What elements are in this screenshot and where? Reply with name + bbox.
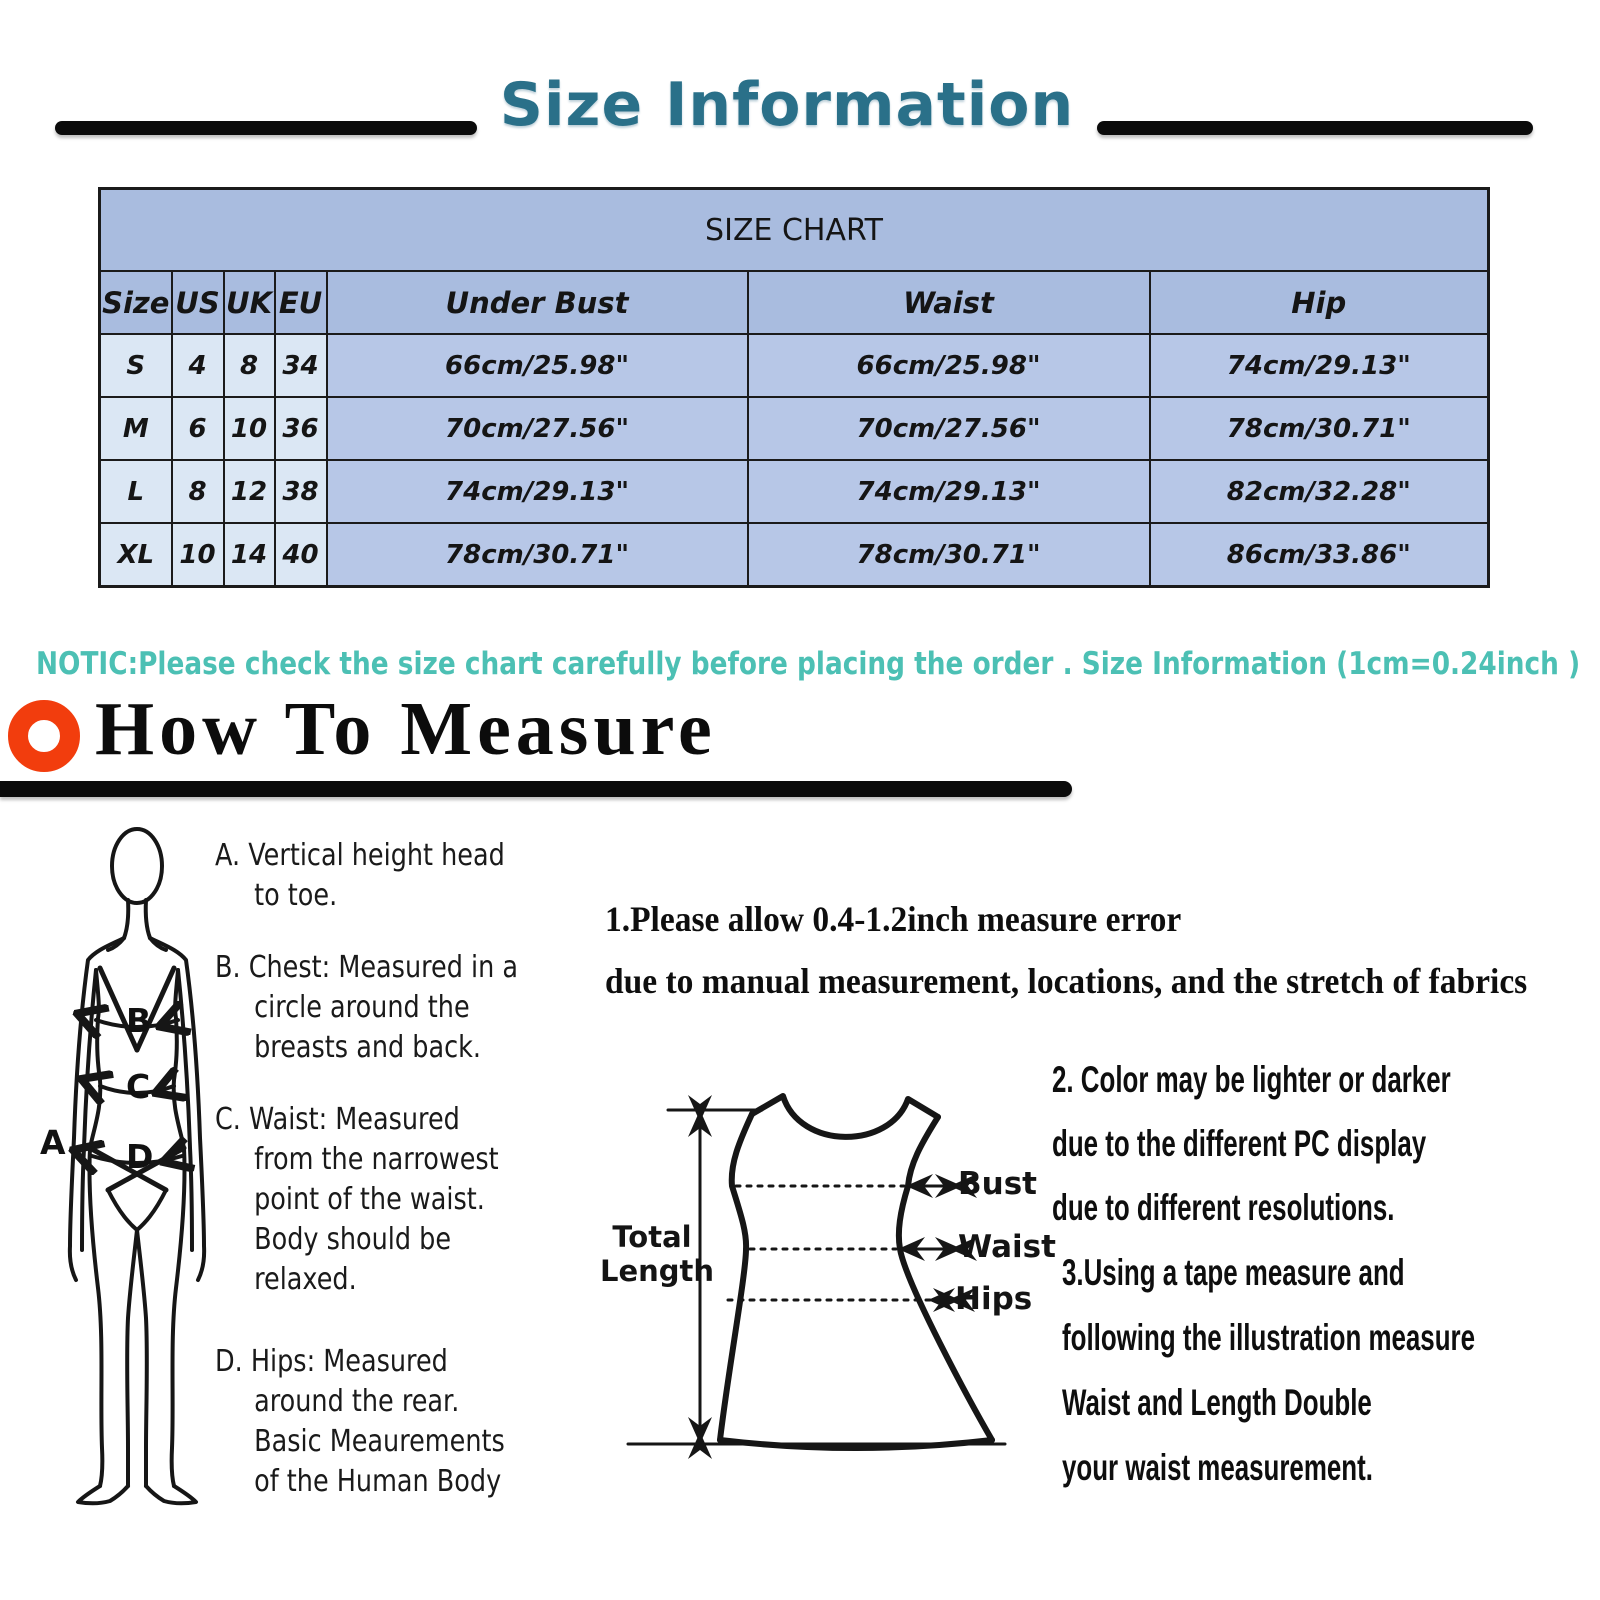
col-header-underbust: Under Bust (327, 271, 748, 334)
col-header-size: Size (100, 271, 172, 334)
cell: 40 (275, 523, 327, 587)
note-3 (1062, 1240, 1475, 1500)
col-header-hip: Hip (1150, 271, 1489, 334)
cell: 78cm/30.71" (327, 523, 748, 587)
cell: 66cm/25.98" (748, 334, 1150, 397)
figure-letter-c: C (126, 1067, 151, 1106)
cell: 4 (172, 334, 224, 397)
figure-letter-b: B (126, 1001, 152, 1040)
cell: 74cm/29.13" (748, 460, 1150, 523)
note-line: due to manual measurement, locations, and the stretch of fabrics (605, 961, 1528, 1001)
cell: 70cm/27.56" (748, 397, 1150, 460)
cell: 14 (224, 523, 275, 587)
table-row (100, 523, 1489, 587)
note-2 (1052, 1048, 1451, 1240)
guide-item-b (215, 948, 518, 1068)
cell: 66cm/25.98" (327, 334, 748, 397)
table-row (100, 397, 1489, 460)
cell: 86cm/33.86" (1150, 523, 1489, 587)
guide-line: relaxed. (254, 1262, 357, 1297)
title-rule-left (55, 121, 477, 135)
note-line: due to the different PC display (1052, 1123, 1427, 1164)
guide-line: around the rear. (254, 1384, 460, 1419)
guide-line: Basic Meaurements (254, 1424, 505, 1459)
cell: 6 (172, 397, 224, 460)
page-title: Size Information (499, 70, 1075, 140)
guide-line: Body should be (254, 1222, 452, 1257)
total-length-line2: Length (600, 1254, 715, 1288)
guide-line: B. Chest: Measured in a (215, 950, 518, 985)
guide-line: of the Human Body (254, 1464, 502, 1499)
col-header-waist: Waist (748, 271, 1150, 334)
waist-label: Waist (958, 1229, 1056, 1265)
cell: 82cm/32.28" (1150, 460, 1489, 523)
guide-line: C. Waist: Measured (215, 1102, 460, 1137)
table-row (100, 334, 1489, 397)
cell: 10 (224, 397, 275, 460)
title-rule-right (1097, 121, 1533, 135)
col-header-eu: EU (275, 271, 327, 334)
cell: 70cm/27.56" (327, 397, 748, 460)
heading-underline-bar (0, 781, 1072, 797)
table-caption-row (100, 189, 1489, 272)
guide-line: from the narrowest (254, 1142, 499, 1177)
bust-label: Bust (958, 1166, 1037, 1202)
cell: 34 (275, 334, 327, 397)
cell: 12 (224, 460, 275, 523)
figure-letter-a: A (40, 1123, 66, 1162)
table-header-row (100, 271, 1489, 334)
col-header-uk: UK (224, 271, 275, 334)
cell: XL (100, 523, 172, 587)
cell: S (100, 334, 172, 397)
cell: 10 (172, 523, 224, 587)
guide-item-a (215, 836, 505, 916)
guide-line: D. Hips: Measured (215, 1344, 448, 1379)
body-measurement-figure (40, 818, 215, 1518)
note-line: due to different resolutions. (1052, 1187, 1395, 1228)
note-1 (605, 888, 1527, 1012)
guide-line: point of the waist. (254, 1182, 485, 1217)
cell: 78cm/30.71" (1150, 397, 1489, 460)
guide-line: to toe. (254, 878, 338, 913)
note-line: 3.Using a tape measure and (1062, 1252, 1405, 1293)
cell: 36 (275, 397, 327, 460)
total-length-line1: Total (612, 1220, 692, 1254)
cell: 74cm/29.13" (1150, 334, 1489, 397)
note-line: 2. Color may be lighter or darker (1052, 1059, 1451, 1100)
note-line: following the illustration measure (1062, 1317, 1476, 1358)
col-header-us: US (172, 271, 224, 334)
cell: 38 (275, 460, 327, 523)
figure-letter-d: D (126, 1137, 154, 1176)
note-line: 1.Please allow 0.4-1.2inch measure error (605, 899, 1182, 939)
hips-label: Hips (955, 1281, 1033, 1317)
cell: M (100, 397, 172, 460)
cell: 8 (172, 460, 224, 523)
guide-item-d (215, 1342, 505, 1502)
total-length-label (600, 1220, 715, 1288)
note-line: your waist measurement. (1062, 1447, 1373, 1488)
guide-item-c (215, 1100, 499, 1300)
guide-line: breasts and back. (254, 1030, 481, 1065)
bullet-ring-icon (8, 700, 80, 772)
cell: 8 (224, 334, 275, 397)
cell: L (100, 460, 172, 523)
how-to-measure-heading: How To Measure (95, 687, 717, 771)
guide-line: circle around the (254, 990, 470, 1025)
cell: 74cm/29.13" (327, 460, 748, 523)
cell: 78cm/30.71" (748, 523, 1150, 587)
guide-line: A. Vertical height head (215, 838, 505, 873)
size-chart-table (98, 187, 1490, 588)
note-line: Waist and Length Double (1062, 1382, 1372, 1423)
table-row (100, 460, 1489, 523)
table-caption: SIZE CHART (100, 189, 1489, 272)
size-notice: NOTIC:Please check the size chart carefully before placing the order . Size Information (1cm=0.24inch ) (36, 646, 1581, 682)
